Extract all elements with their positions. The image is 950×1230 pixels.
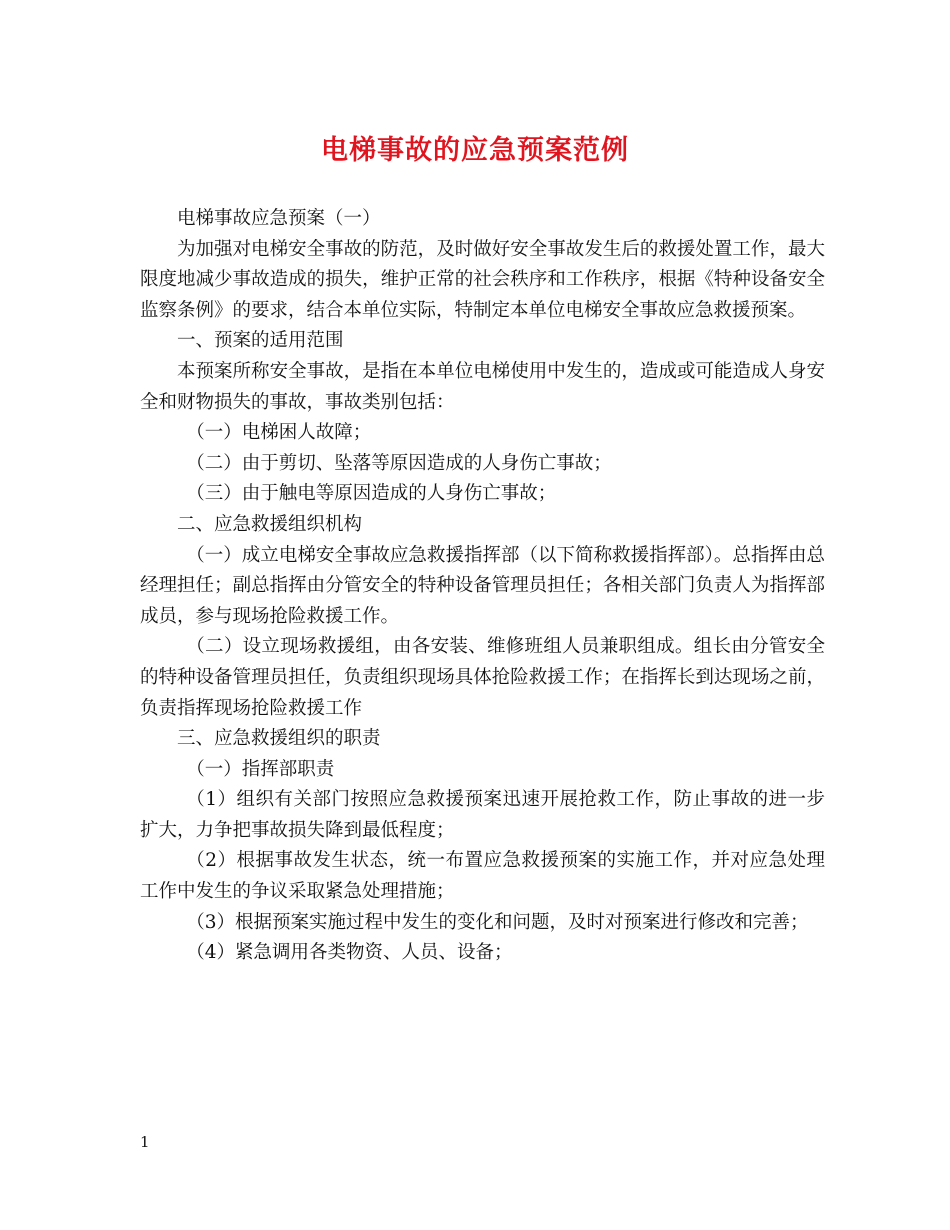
section-heading-plan-one: 电梯事故应急预案（一） [177, 208, 381, 229]
duties-subheading-command: （一）指挥部职责 [186, 758, 335, 780]
section-heading-duties: 三、应急救援组织的职责 [177, 728, 381, 750]
duty-item-1: （1）组织有关部门按照应急救援预案迅速开展抢救工作，防止事故的进一步扩大，力争把事故损失降到最低程度； [140, 789, 825, 841]
list-item-trapped: （一）电梯困人故障； [186, 422, 372, 444]
organization-paragraph-rescue-team: （二）设立现场救援组，由各安装、维修班组人员兼职组成。组长由分管安全的特种设备管理员担任，负责组织现场具体抢险救援工作；在指挥长到达现场之前，负责指挥现场抢险救援工作 [140, 636, 825, 719]
organization-paragraph-command: （一）成立电梯安全事故应急救援指挥部（以下简称救援指挥部）。总指挥由总经理担任；副总指挥由分管安全的特种设备管理员担任；各相关部门负责人为指挥部成员，参与现场抢险救援工作。 [140, 544, 825, 627]
duty-item-4: （4）紧急调用各类物资、人员、设备； [186, 942, 513, 964]
duty-item-2: （2）根据事故发生状态，统一布置应急救援预案的实施工作，并对应急处理工作中发生的争议采取紧急处理措施； [140, 850, 825, 903]
document-body [140, 204, 825, 969]
list-item-electric-shock: （三）由于触电等原因造成的人身伤亡事故； [186, 483, 557, 505]
section-heading-organization: 二、应急救援组织机构 [177, 513, 363, 535]
document-title: 电梯事故的应急预案范例 [321, 135, 629, 166]
intro-paragraph: 为加强对电梯安全事故的防范，及时做好安全事故发生后的救援处置工作，最大限度地减少事故造成的损失，维护正常的社会秩序和工作秩序，根据《特种设备安全监察条例》的要求，结合本单位实际，特制定本单位电梯安全事故应急救援预案。 [140, 238, 825, 321]
list-item-shear-fall: （二）由于剪切、坠落等原因造成的人身伤亡事故； [186, 452, 612, 474]
page-number: 1 [140, 1133, 150, 1151]
section-heading-scope: 一、预案的适用范围 [177, 330, 344, 352]
duty-item-3: （3）根据预案实施过程中发生的变化和问题，及时对预案进行修改和完善； [186, 911, 809, 933]
scope-paragraph: 本预案所称安全事故，是指在本单位电梯使用中发生的，造成或可能造成人身安全和财物损失的事故，事故类别包括： [140, 360, 825, 413]
